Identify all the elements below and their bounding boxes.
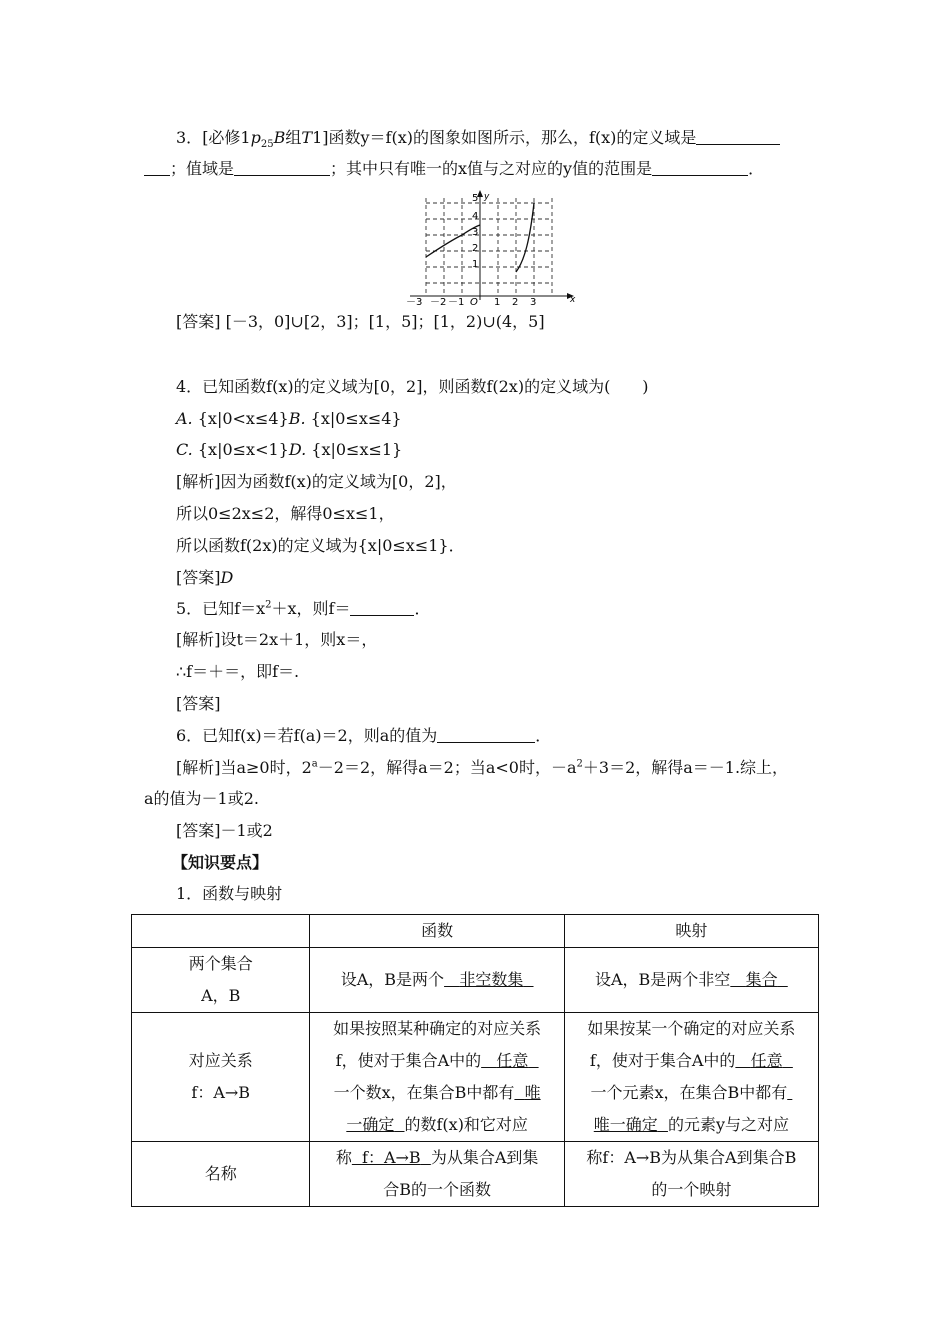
- q6-solution-1: [解析]当a≥0时，$2^a-2=2$，解得a＝2；当a<0时，$-a^2+3=2$，解得a＝－1.综上，: [176, 758, 789, 777]
- q3-line-2: ；值域是 ；其中只有唯一的x值与之对应的y值的范围是 ．: [144, 158, 764, 180]
- table-header-function: 函数: [310, 915, 564, 948]
- origin-label: O: [470, 297, 478, 306]
- option-b-letter: B.: [288, 409, 306, 428]
- q3-line-1: 3．[必修$1p_{25}B$组T1]函数y＝f(x)的图象如图所示，那么，f(x)的定义域是: [176, 127, 780, 156]
- cell-function-correspondence: 如果按照某种确定的对应关系 f，使对于集合A中的 任意 一个数x，在集合B中都有 唯 一确定 的数f(x)和它对应: [310, 1013, 564, 1142]
- q5-solution-1: [解析]设t＝2x＋1，则x＝，: [176, 630, 378, 649]
- x-tick-3: 3: [530, 297, 537, 306]
- function-mapping-table: [131, 914, 819, 1207]
- table-header-mapping: 映射: [564, 915, 818, 948]
- q3-blank-domain[interactable]: [696, 128, 780, 145]
- knowledge-subheading: 1．函数与映射: [176, 884, 283, 903]
- x-axis-label: x: [570, 295, 576, 305]
- q3-text: 函数y＝f(x)的图象如图所示，那么，f(x)的定义域是: [328, 128, 697, 147]
- cell-function-sets: 设A，B是两个 非空数集: [310, 948, 564, 1013]
- cell-mapping-name: 称f：A→B为从集合A到集合B 的一个映射: [564, 1142, 818, 1207]
- q5-solution-2: ∴f＝＋＝，即f＝.: [176, 662, 300, 681]
- cell-mapping-sets: 设A，B是两个非空 集合: [564, 948, 818, 1013]
- q4-answer: [答案]D: [176, 568, 234, 587]
- y-tick-5: 5: [472, 193, 479, 204]
- table-header-row: [132, 915, 819, 948]
- q3-answer: [答案] [－3，0]∪[2，3]；[1，5]；[1，2)∪(4，5]: [176, 312, 545, 331]
- q6-answer: [答案]－1或2: [176, 821, 273, 840]
- option-b: {x|0≤x≤4}: [310, 409, 402, 428]
- q4-solution-2: 所以0≤2x≤2，解得0≤x≤1，: [176, 504, 395, 523]
- q5-stem: 5．已知$f=x^2+x$，则f＝ ．: [176, 599, 431, 618]
- y-axis-label: y: [484, 192, 490, 202]
- q3-number: 3．: [176, 128, 203, 147]
- x-tick-m3: －3: [406, 297, 423, 306]
- row-label-name: 名称: [132, 1142, 310, 1207]
- function-graph: [404, 190, 580, 306]
- x-tick-1: 1: [494, 297, 501, 306]
- q4-options-cd: [176, 439, 402, 461]
- y-tick-4: 4: [472, 211, 479, 222]
- q4-stem: 4．已知函数f(x)的定义域为[0，2]，则函数f(2x)的定义域为( ): [176, 377, 649, 396]
- table-row: [132, 948, 819, 1013]
- x-tick-m1: －1: [448, 297, 465, 306]
- x-tick-m2: －2: [430, 297, 447, 306]
- q6-solution-2: a的值为－1或2.: [144, 789, 259, 808]
- knowledge-heading: 【知识要点】: [172, 853, 269, 872]
- q6-stem: 6．已知f(x)＝若f(a)＝2，则a的值为 ．: [176, 726, 552, 745]
- option-d-letter: D.: [288, 440, 307, 459]
- y-tick-2: 2: [472, 243, 479, 254]
- option-c: {x|0≤x<1}: [197, 440, 289, 459]
- option-a: {x|0<x≤4}: [197, 409, 289, 428]
- cell-function-name: 称 f：A→B 为从集合A到集 合B的一个函数: [310, 1142, 564, 1207]
- q5-answer: [答案]: [176, 694, 221, 713]
- q5-blank[interactable]: [350, 599, 414, 616]
- y-tick-3: 3: [472, 227, 479, 238]
- q6-blank[interactable]: [437, 726, 535, 743]
- q4-solution-3: 所以函数f(2x)的定义域为{x|0≤x≤1}．: [176, 536, 465, 555]
- y-tick-1: 1: [472, 259, 479, 270]
- x-tick-2: 2: [512, 297, 519, 306]
- row-label-correspondence: 对应关系 f：A→B: [132, 1013, 310, 1142]
- option-a-letter: A.: [176, 409, 193, 428]
- q3-blank-y-range[interactable]: [652, 159, 748, 176]
- q4-options-ab: [176, 408, 402, 430]
- curve-right: [516, 203, 534, 272]
- option-c-letter: C.: [176, 440, 193, 459]
- table-row: [132, 1142, 819, 1207]
- row-label-sets: 两个集合 A，B: [132, 948, 310, 1013]
- cell-mapping-correspondence: 如果按某一个确定的对应关系 f，使对于集合A中的 任意 一个元素x，在集合B中都有 唯一确定 的元素y与之对应: [564, 1013, 818, 1142]
- table-row: [132, 1013, 819, 1142]
- option-d: {x|0≤x≤1}: [311, 440, 403, 459]
- q3-blank-range[interactable]: [234, 159, 330, 176]
- table-header-empty: [132, 915, 310, 948]
- q3-ref: [必修1: [202, 128, 251, 147]
- q4-solution-1: [解析]因为函数f(x)的定义域为[0，2]，: [176, 472, 457, 491]
